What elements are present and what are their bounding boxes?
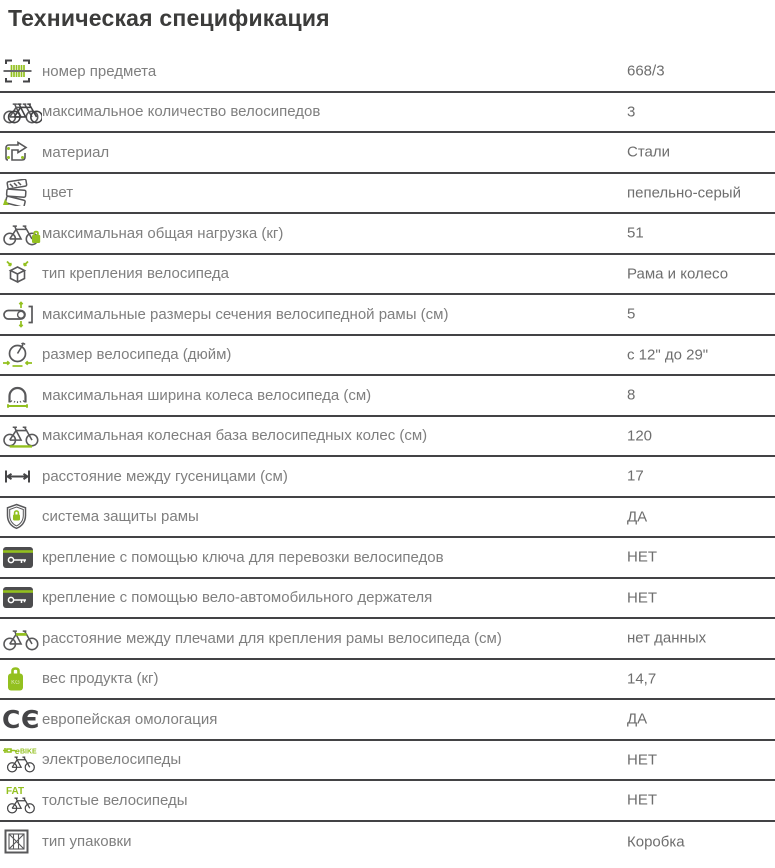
spec-value: Коробка [627, 833, 685, 851]
spec-value: НЕТ [627, 751, 657, 769]
spec-table [0, 52, 775, 862]
spec-row [0, 214, 775, 255]
spec-label: максимальная ширина колеса велосипеда (см) [42, 386, 372, 404]
spec-value: 668/3 [627, 62, 665, 80]
spec-label: тип упаковки [42, 833, 132, 851]
svg-text:C: C [2, 705, 21, 734]
spec-label: тип крепления велосипеда [42, 265, 229, 283]
spec-value: Стали [627, 143, 671, 161]
bike-size-icon [0, 340, 42, 369]
spec-value: НЕТ [627, 791, 657, 809]
key-mount-icon [0, 545, 42, 570]
spec-label: номер предмета [42, 62, 157, 80]
spec-label: максимальные размеры сечения велосипедной рамы (см) [42, 305, 449, 323]
spec-label: максимальное количество велосипедов [42, 103, 321, 121]
spec-label: цвет [42, 184, 74, 202]
spec-label: система защиты рамы [42, 508, 199, 526]
spec-row [0, 538, 775, 579]
spec-row [0, 822, 775, 863]
spec-label: расстояние между плечами для крепления рамы велосипеда (см) [42, 629, 502, 647]
spec-label: расстояние между гусеницами (см) [42, 467, 288, 485]
spec-row [0, 579, 775, 620]
fatbike-icon [0, 785, 42, 816]
spec-row [0, 619, 775, 660]
color-swatch-icon [0, 179, 42, 206]
spec-row [0, 741, 775, 782]
spec-label: электровелосипеды [42, 751, 182, 769]
arm-distance-icon [0, 625, 42, 652]
spec-value: нет данных [627, 629, 707, 647]
spec-value: 51 [627, 224, 644, 242]
spec-value: Рама и колесо [627, 265, 729, 283]
spec-row [0, 336, 775, 377]
spec-row [0, 376, 775, 417]
spec-label: материал [42, 143, 110, 161]
svg-text:BIKE: BIKE [20, 748, 37, 756]
ebike-icon [0, 744, 42, 775]
spec-value: 3 [627, 103, 636, 121]
svg-text:FAT: FAT [6, 785, 25, 797]
spec-row [0, 93, 775, 134]
material-icon [0, 139, 42, 166]
spec-label: размер велосипеда (дюйм) [42, 346, 232, 364]
spec-value: пепельно-серый [627, 184, 741, 202]
spec-label: максимальная колесная база велосипедных колес (см) [42, 427, 428, 445]
track-distance-icon [0, 463, 42, 490]
spec-row [0, 52, 775, 93]
wheelbase-icon [0, 422, 42, 450]
spec-row [0, 498, 775, 539]
spec-value: ДА [627, 508, 648, 526]
spec-row [0, 700, 775, 741]
spec-label: крепление с помощью вело-автомобильного держателя [42, 589, 433, 607]
spec-row [0, 781, 775, 822]
spec-label: вес продукта (кг) [42, 670, 159, 688]
frame-protection-icon [0, 502, 42, 531]
spec-row [0, 255, 775, 296]
svg-text:KG: KG [11, 680, 20, 687]
spec-row [0, 133, 775, 174]
spec-row [0, 417, 775, 458]
spec-value: 5 [627, 305, 636, 323]
barcode-icon [0, 57, 42, 85]
wheel-width-icon [0, 381, 42, 410]
spec-row [0, 295, 775, 336]
package-icon [0, 827, 42, 856]
spec-row [0, 457, 775, 498]
spec-value: 17 [627, 467, 644, 485]
bike-load-icon [0, 220, 42, 247]
spec-value: с 12" до 29" [627, 346, 709, 364]
page-title: Техническая спецификация [8, 5, 330, 31]
spec-value: 14,7 [627, 670, 657, 688]
spec-value: 8 [627, 386, 636, 404]
mounting-type-icon [0, 259, 42, 288]
ce-mark-icon [0, 705, 42, 733]
bikes-count-icon [0, 98, 42, 125]
spec-value: ДА [627, 710, 648, 728]
svg-text:Є: Є [21, 705, 40, 734]
svg-text:e: e [15, 746, 20, 757]
key-mount-icon [0, 585, 42, 610]
spec-label: крепление с помощью ключа для перевозки велосипедов [42, 548, 444, 566]
spec-value: НЕТ [627, 548, 657, 566]
spec-label: толстые велосипеды [42, 791, 188, 809]
spec-label: максимальная общая нагрузка (кг) [42, 224, 284, 242]
spec-value: 120 [627, 427, 653, 445]
spec-row [0, 174, 775, 215]
frame-section-icon [0, 300, 42, 329]
weight-icon [0, 664, 42, 693]
spec-label: европейская омологация [42, 710, 218, 728]
spec-row [0, 660, 775, 701]
spec-value: НЕТ [627, 589, 657, 607]
